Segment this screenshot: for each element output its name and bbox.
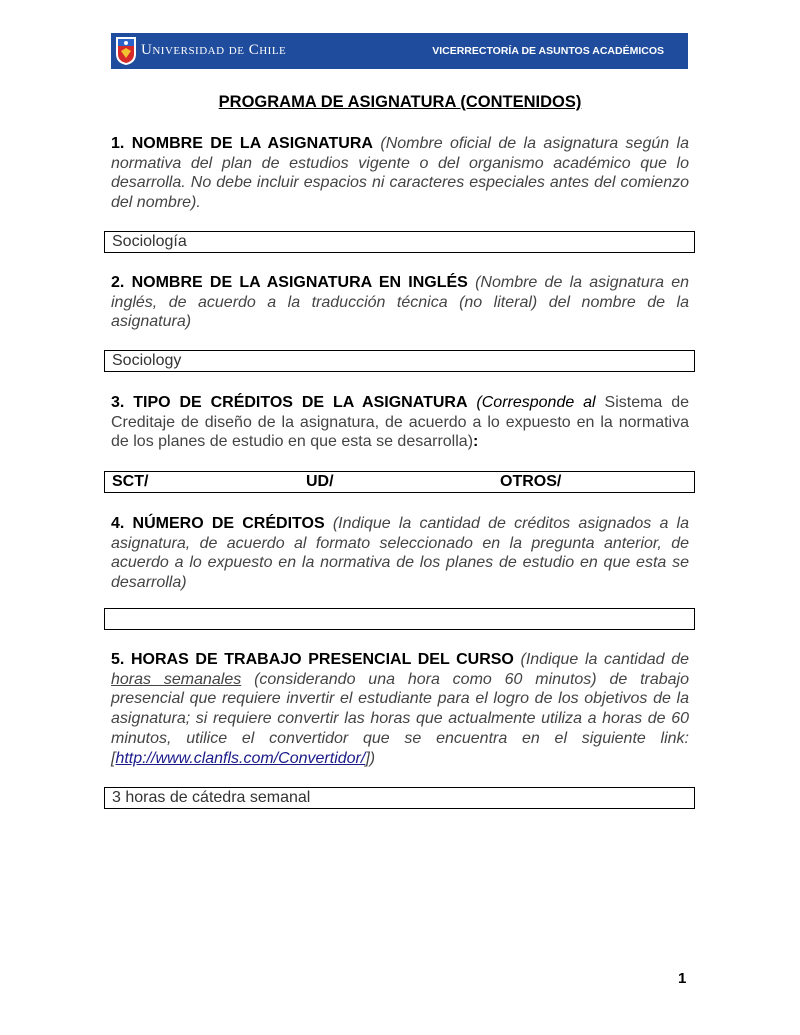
- section-2-heading: 2. NOMBRE DE LA ASIGNATURA EN INGLÉS: [111, 274, 468, 291]
- credit-type-field[interactable]: [104, 471, 695, 493]
- credit-ud-label: UD/: [306, 473, 334, 490]
- section-4-description: (Indique la cantidad de créditos asignados a la asignatura, de acuerdo al formato seleccionado en la pregunta anterior, de acuerdo a lo expuesto en la normativa de los planes de estudio en que esta se desarrolla): [111, 515, 689, 592]
- section-3-description-a: (Corresponde al: [476, 394, 596, 411]
- section-4-text: [111, 514, 689, 593]
- credit-number-field[interactable]: [104, 608, 695, 630]
- page-title: PROGRAMA DE ASIGNATURA (CONTENIDOS): [218, 93, 582, 111]
- asignatura-english-name-field[interactable]: Sociology: [104, 350, 695, 372]
- section-3-colon: :: [473, 433, 479, 451]
- section-5-heading: 5. HORAS DE TRABAJO PRESENCIAL DEL CURSO: [111, 651, 514, 668]
- section-2-description: Nombre de la asignatura en inglés, de acuerdo a la traducción técnica (no literal) del nombre de la asignatura): [111, 274, 689, 331]
- vicerrectoria-label: VICERRECTORÍA DE ASUNTOS ACADÉMICOS: [432, 45, 664, 57]
- header-banner: [111, 33, 688, 69]
- section-5-description-c: ]): [365, 749, 376, 767]
- credit-sct-label: SCT/: [112, 473, 149, 490]
- asignatura-name-field[interactable]: Sociología: [104, 231, 695, 253]
- section-1-heading: 1. NOMBRE DE LA ASIGNATURA: [111, 135, 373, 152]
- credit-otros-label: OTROS/: [500, 473, 562, 490]
- page-number: 1: [678, 970, 687, 987]
- section-3-description-b: Sistema de Creditaje de diseño de la asignatura, de acuerdo a lo expuesto en la normativa de los planes de estudio en que esta se desarrolla): [111, 394, 690, 451]
- section-2-text: [111, 273, 689, 332]
- section-1-description: (Nombre oficial de la asignatura según la normativa del plan de estudios vigente o del organismo académico que lo desarrolla. No debe incluir espacios ni caracteres especiales antes del comienzo del nombre).: [111, 135, 690, 212]
- section-3-heading: 3. TIPO DE CRÉDITOS DE LA ASIGNATURA: [111, 394, 468, 411]
- section-5-description-b: (considerando una hora como 60 minutos) de trabajo presencial que requiere invertir el estudiante para el logro de los objetivos de la asignatura; si requiere convertir las horas que actualmente utiliza a horas de 60 minutos, utilice el convertidor que se encuentra en el siguiente link: [: [111, 670, 690, 767]
- section-5-weekly-hours: horas semanales: [111, 670, 242, 688]
- section-3-text: [111, 393, 689, 452]
- convertidor-link[interactable]: http://www.clanfls.com/Convertidor/: [115, 749, 366, 767]
- presential-hours-field[interactable]: 3 horas de cátedra semanal: [104, 787, 695, 809]
- university-name: Universidad de Chile: [141, 42, 287, 58]
- section-5-text: [111, 650, 689, 768]
- section-1-text: [111, 134, 689, 213]
- section-2-open-paren: (: [475, 274, 481, 291]
- university-crest-icon: [115, 36, 137, 66]
- section-5-description-a: (Indique la cantidad de: [520, 651, 689, 668]
- section-4-heading: 4. NÚMERO DE CRÉDITOS: [111, 515, 325, 532]
